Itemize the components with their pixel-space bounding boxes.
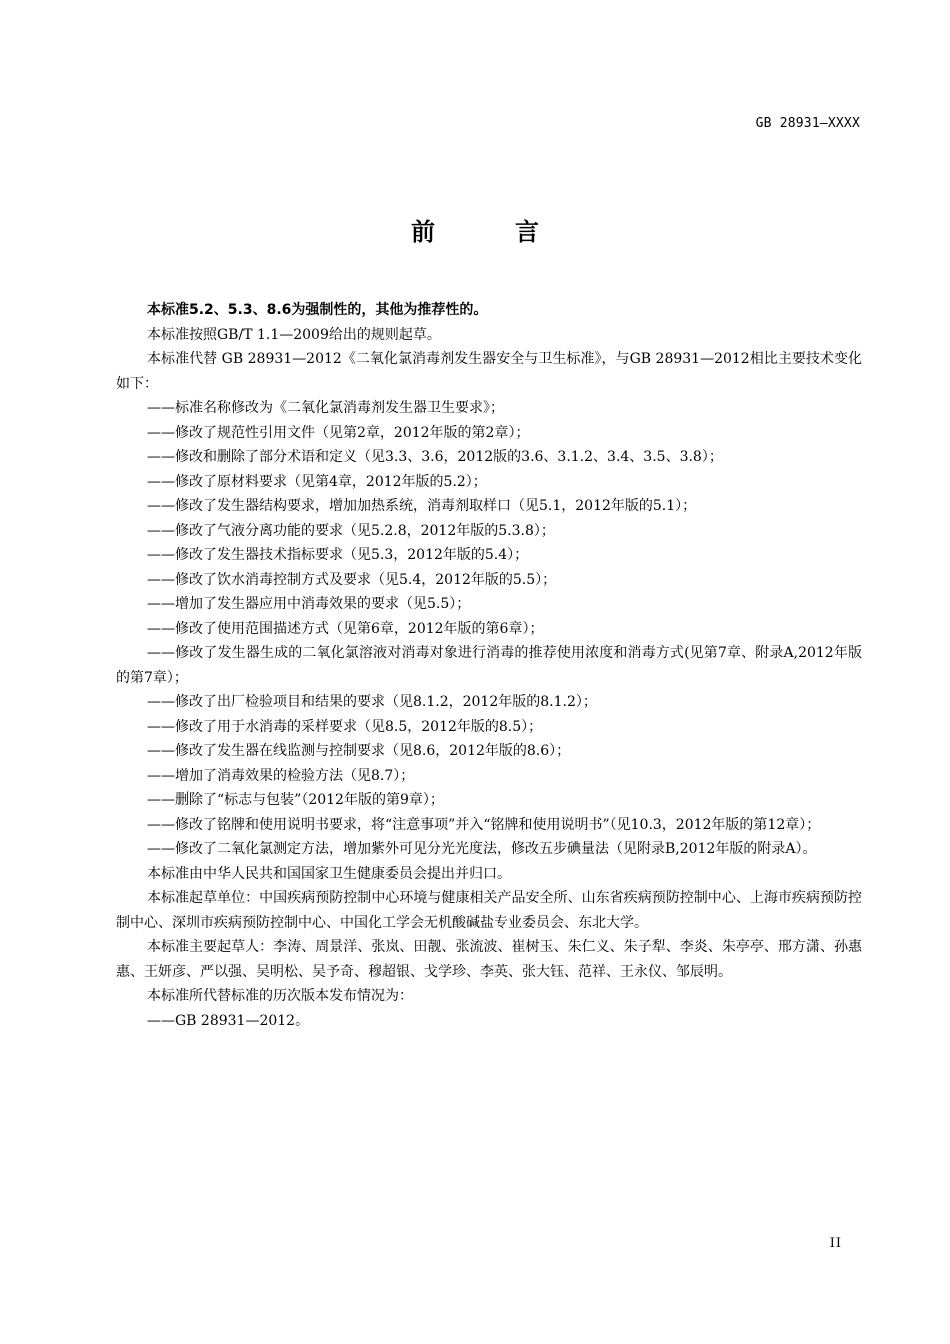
change-item: ——修改了使用范围描述方式（见第6章，2012年版的第6章）； <box>147 620 544 637</box>
change-item: ——修改了饮水消毒控制方式及要求（见5.4，2012年版的5.5）； <box>147 571 557 588</box>
standard-code-header: GB 28931—XXXX <box>755 116 860 131</box>
change-item: ——修改了发生器技术指标要求（见5.3，2012年版的5.4）； <box>147 547 529 563</box>
change-item: ——修改了原材料要求（见第4章，2012年版的5.2）； <box>147 473 487 490</box>
page-number: II <box>829 1236 842 1251</box>
replacement-paragraph: 本标准代替 GB 28931—2012《二氧化氯消毒剂发生器安全与卫生标准》，与GB 28931—2012相比主要技术变化如下： <box>116 351 862 392</box>
change-item: ——修改了用于水消毒的采样要求（见8.5，2012年版的8.5）； <box>147 718 543 735</box>
change-item: ——删除了“标志与包装”（2012年版的第9章）； <box>147 792 444 808</box>
change-item: ——修改了发生器结构要求，增加加热系统，消毒剂取样口（见5.1，2012年版的5.1）； <box>147 498 697 514</box>
version-history-item: ——GB 28931—2012。 <box>147 1012 310 1029</box>
change-item: ——增加了消毒效果的检验方法（见8.7）； <box>147 767 415 784</box>
change-item: ——修改了规范性引用文件（见第2章，2012年版的第2章）； <box>147 424 530 441</box>
change-item: ——增加了发生器应用中消毒效果的要求（见5.5）； <box>147 596 471 612</box>
drafters-paragraph: 本标准主要起草人：李涛、周景洋、张岚、田靓、张流波、崔树玉、朱仁义、朱子犁、李炎、朱亭亭、邢方潇、孙惠惠、王妍彦、严以强、吴明松、吴予奇、穆超银、戈学珍、李英、张大钰、范祥、王永仪、邹辰明。 <box>116 939 862 980</box>
page-title: 前 言 <box>411 218 567 246</box>
proposer-paragraph: 本标准由中华人民共和国国家卫生健康委员会提出并归口。 <box>147 865 511 882</box>
foreword-body <box>116 298 862 1033</box>
change-item: ——修改了气液分离功能的要求（见5.2.8，2012年版的5.3.8）； <box>147 522 555 539</box>
change-item: ——修改了发生器在线监测与控制要求（见8.6，2012年版的8.6）； <box>147 743 571 759</box>
change-item: ——修改了发生器生成的二氧化氯溶液对消毒对象进行消毒的推荐使用浓度和消毒方式(见第7章、附录A,2012年版的第7章）； <box>116 645 862 686</box>
version-history-intro: 本标准所代替标准的历次版本发布情况为： <box>147 988 413 1004</box>
mandatory-clause-statement: 本标准5.2、5.3、8.6为强制性的，其他为推荐性的。 <box>147 302 488 318</box>
change-item: ——修改和删除了部分术语和定义（见3.3、3.6，2012版的3.6、3.1.2、3.4、3.5、3.8）； <box>147 449 723 465</box>
change-item: ——修改了二氧化氯测定方法，增加紫外可见分光光度法，修改五步碘量法（见附录B,2012年版的附录A）。 <box>147 841 817 857</box>
change-item: ——修改了出厂检验项目和结果的要求（见8.1.2，2012年版的8.1.2）； <box>147 694 597 710</box>
drafting-rule-paragraph: 本标准按照GB/T 1.1—2009给出的规则起草。 <box>147 326 441 343</box>
change-item: ——修改了铭牌和使用说明书要求，将“注意事项”并入“铭牌和使用说明书”（见10.3，2012年版的第12章）； <box>147 816 821 833</box>
change-item: ——标准名称修改为《二氧化氯消毒剂发生器卫生要求》； <box>147 400 504 416</box>
drafting-units-paragraph: 本标准起草单位：中国疾病预防控制中心环境与健康相关产品安全所、山东省疾病预防控制中心、上海市疾病预防控制中心、深圳市疾病预防控制中心、中国化工学会无机酸碱盐专业委员会、东北大学。 <box>116 890 862 931</box>
